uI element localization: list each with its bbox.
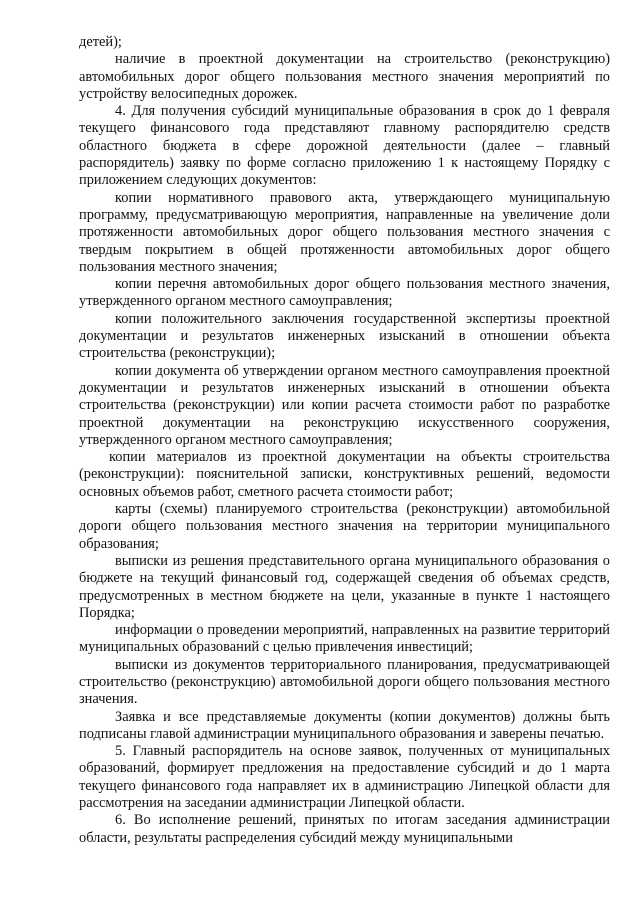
list-item-planning-extract: выписки из документов территориального планирования, предусматривающей строительство (реконструкцию) автомобильной дороги общего пользования местного значения. [79, 656, 610, 708]
list-item-budget-extract: выписки из решения представительного органа муниципального образования о бюджете на текущий финансовый год, содержащей сведения об объемах средств, предусмотренных в местном бюджете на цели, указанные в пункте 1 настоящего Порядка; [79, 552, 610, 621]
paragraph-section-5: 5. Главный распорядитель на основе заявок, полученных от муниципальных образований, формирует предложения на предоставление субсидий и до 1 марта текущего финансового года направляет их в администрацию Липецкой области для рассмотрения на заседании администрации Липецкой области. [79, 743, 610, 812]
paragraph-application-signature: Заявка и все представляемые документы (копии документов) должны быть подписаны главой администрации муниципального образования и заверены печатью. [79, 708, 610, 742]
paragraph-bicycle-paths: наличие в проектной документации на строительство (реконструкцию) автомобильных дорог общего пользования местного значения мероприятий по устройству велосипедных дорожек. [79, 51, 610, 102]
list-item-project-materials: копии материалов из проектной документации на объекты строительства (реконструкции): пояснительной записки, конструктивных решений, ведомости основных объемов работ, сметного расчета стоимости работ; [79, 449, 610, 500]
paragraph-section-6: 6. Во исполнение решений, принятых по итогам заседания администрации области, результаты распределения субсидий между муниципальными [79, 812, 610, 846]
paragraph-section-4: 4. Для получения субсидий муниципальные образования в срок до 1 февраля текущего финансового года представляют главному распорядителю средств областного бюджета в сфере дорожной деятельности (далее – главный распорядитель) заявку по форме согласно приложению 1 к настоящему Порядку с приложением следующих документов: [79, 103, 610, 189]
list-item-normative-act: копии нормативного правового акта, утверждающего муниципальную программу, предусматривающую мероприятия, направленные на увеличение доли протяженности автомобильных дорог общего пользования местного значения с твердым покрытием в общей протяженности автомобильных дорог общего пользования местного значения; [79, 189, 610, 275]
list-item-investment-info: информации о проведении мероприятий, направленных на развитие территорий муниципальных образований с целью привлечения инвестиций; [79, 622, 610, 656]
paragraph-continuation: детей); [79, 34, 122, 50]
list-item-expertise: копии положительного заключения государственной экспертизы проектной документации и результатов инженерных изысканий в отношении объекта строительства (реконструкции); [79, 310, 610, 362]
list-item-road-list: копии перечня автомобильных дорог общего пользования местного значения, утвержденного органом местного самоуправления; [79, 276, 610, 310]
list-item-maps: карты (схемы) планируемого строительства (реконструкции) автомобильной дороги общего пользования местного значения на территории муниципального образования; [79, 501, 610, 552]
list-item-approval-document: копии документа об утверждении органом местного самоуправления проектной документации и результатов инженерных изысканий в отношении объекта строительства (реконструкции) или копии расчета стоимости работ по разработке проектной документации на реконструкцию искусственного сооружения, утвержденного органом местного самоуправления; [79, 362, 610, 448]
